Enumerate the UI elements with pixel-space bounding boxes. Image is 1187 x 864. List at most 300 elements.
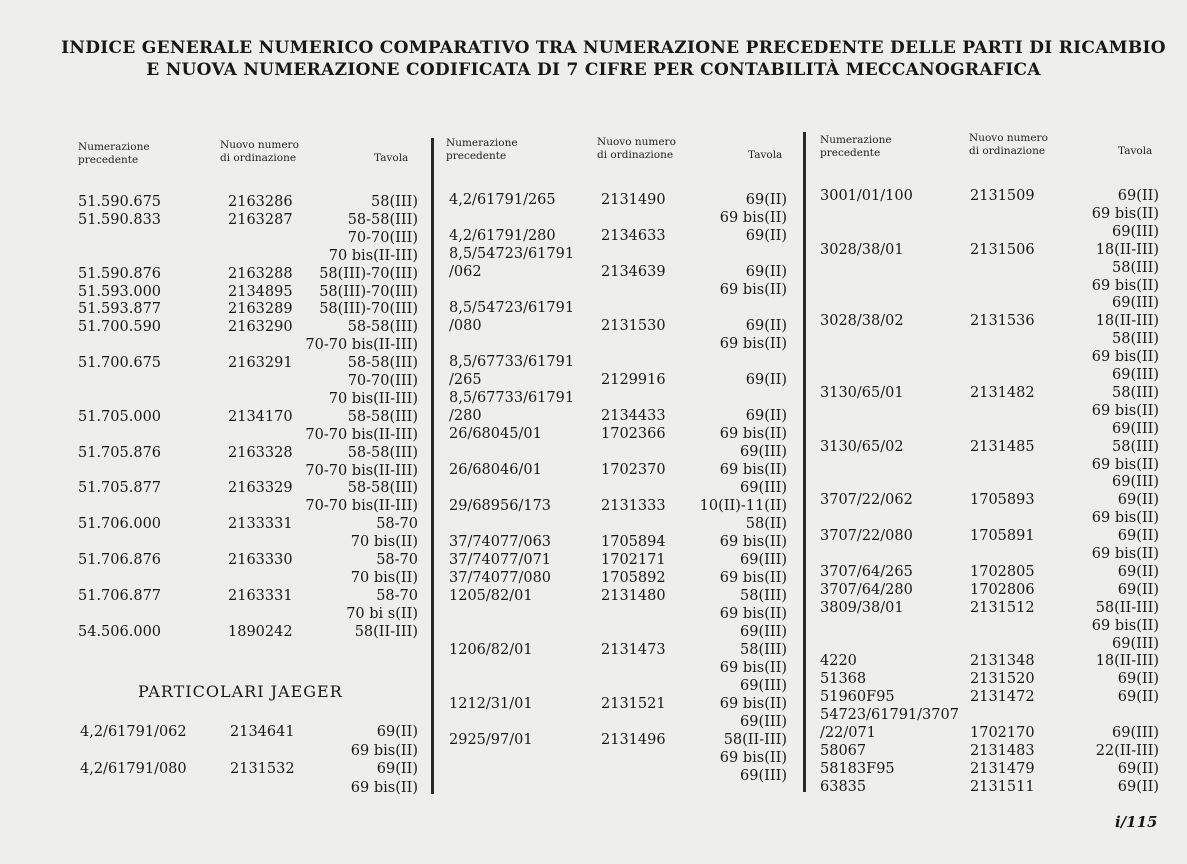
previous-number: 51.700.590 (78, 319, 162, 336)
previous-number: 51.706.877 (78, 587, 162, 604)
table-reference: 69(II) (745, 192, 787, 208)
table-row (820, 724, 1159, 742)
table-row (78, 479, 418, 497)
header-table-col1: Tavola (374, 152, 409, 164)
table-row (449, 245, 787, 263)
table-row (78, 300, 418, 318)
new-order-number: 2163289 (228, 301, 293, 318)
new-order-number: 2131521 (601, 696, 666, 712)
previous-number: 4220 (820, 653, 857, 670)
header-table-col2: Tavola (748, 149, 783, 161)
table-reference: 69(III) (1112, 295, 1159, 312)
new-order-number: 2134641 (230, 724, 295, 740)
previous-number: 51.593.877 (78, 301, 162, 318)
new-order-number: 2134433 (601, 408, 666, 424)
table-reference: 58(II-III) (354, 623, 418, 640)
column-divider-2 (803, 132, 806, 792)
table-reference: 69(II) (745, 264, 787, 280)
table-row (820, 652, 1159, 670)
table-reference: 58(III)-70(III) (319, 301, 418, 318)
table-row (449, 191, 787, 209)
previous-number: 54723/61791/3707 (820, 707, 959, 724)
table-reference: 69(III) (1112, 635, 1159, 652)
new-order-number: 2131490 (601, 192, 666, 208)
previous-number: 3707/22/062 (820, 492, 913, 509)
table-reference: 18(II-III) (1095, 653, 1159, 670)
table-row (449, 335, 787, 353)
table-row (78, 390, 418, 408)
table-row (820, 330, 1159, 348)
previous-number: 26/68046/01 (449, 462, 542, 478)
table-reference: 69(II) (745, 372, 787, 388)
table-row (78, 444, 418, 462)
table-row (820, 294, 1159, 312)
table-row (78, 318, 418, 336)
table-reference: 69 bis(II) (719, 696, 787, 712)
header-new-col3: Nuovo numero di ordinazione (969, 132, 1048, 157)
table-row (449, 407, 787, 425)
table-reference: 58(III) (1112, 259, 1159, 276)
new-order-number: 2163329 (228, 480, 293, 497)
previous-number: 29/68956/173 (449, 498, 552, 514)
table-reference: 58-70 (376, 587, 418, 604)
table-row (78, 354, 418, 372)
title-line-2: E NUOVA NUMERAZIONE CODIFICATA DI 7 CIFRE PER CONTABILITÀ MECCANOGRAFICA (146, 60, 1041, 80)
table-row (449, 677, 787, 695)
table-reference: 18(II-III) (1095, 313, 1159, 330)
new-order-number: 2131482 (970, 384, 1035, 401)
table-row (78, 462, 418, 480)
table-reference: 69(II) (1117, 563, 1159, 580)
table-row (449, 497, 787, 515)
table-row (78, 336, 418, 354)
table-reference: 58-58(III) (347, 408, 418, 425)
table-reference: 70 bis(II) (350, 534, 418, 551)
new-order-number: 2163290 (228, 319, 293, 336)
table-row (449, 317, 787, 335)
table-row (449, 551, 787, 569)
table-reference: 69(II) (1117, 760, 1159, 777)
table-reference: 69 bis(II) (719, 426, 787, 442)
previous-number: 3001/01/100 (820, 188, 913, 204)
new-order-number: 2129916 (601, 372, 666, 388)
previous-number: 3809/38/01 (820, 599, 904, 616)
table-reference: 69(III) (740, 444, 787, 460)
table-reference: 70 bi s(II) (346, 605, 418, 622)
table-reference: 69 bis(II) (1091, 402, 1159, 419)
new-order-number: 2163286 (228, 194, 293, 210)
table-reference: 58(III) (1112, 384, 1159, 401)
previous-number: 63835 (820, 778, 867, 795)
previous-number: 4,2/61791/280 (449, 228, 556, 244)
table-row (820, 259, 1159, 277)
table-row (78, 372, 418, 390)
previous-number: /22/071 (820, 725, 876, 741)
table-reference: 58(III) (1112, 331, 1159, 348)
previous-number: 8,5/54723/61791 (449, 246, 575, 262)
table-row (820, 187, 1159, 205)
new-order-number: 2163287 (228, 211, 293, 228)
table-row (80, 723, 418, 741)
table-reference: 69(III) (740, 552, 787, 568)
table-reference: 58(III) (740, 588, 787, 604)
table-reference: 58(III) (740, 642, 787, 658)
new-order-number: 1705891 (970, 528, 1035, 545)
table-row (449, 731, 787, 749)
table-reference: 69(III) (1112, 474, 1159, 491)
table-row (820, 205, 1159, 223)
new-order-number: 2131473 (601, 642, 666, 658)
new-order-number: 2134633 (601, 228, 666, 244)
previous-number: 3028/38/01 (820, 241, 904, 258)
new-order-number: 1705894 (601, 534, 666, 550)
table-reference: 70 bis(II) (350, 569, 418, 586)
header-prev-col2: Numerazione precedente (446, 137, 518, 162)
table-row (78, 497, 418, 515)
new-order-number: 2131530 (601, 318, 666, 334)
table-reference: 69 bis(II) (719, 462, 787, 478)
table-reference: 69(II) (1117, 689, 1159, 706)
previous-number: 37/74077/071 (449, 552, 552, 568)
table-row (820, 742, 1159, 760)
table-row (449, 209, 787, 227)
previous-number: 51.706.000 (78, 516, 162, 533)
header-prev-col1: Numerazione precedente (78, 141, 150, 166)
previous-number: 8,5/54723/61791 (449, 300, 575, 316)
table-reference: 69 bis(II) (719, 750, 787, 766)
previous-number: 3028/38/02 (820, 313, 904, 330)
new-order-number: 2131483 (970, 742, 1035, 759)
table-row (820, 491, 1159, 509)
new-order-number: 2163330 (228, 552, 293, 568)
table-reference: 58-70 (376, 516, 418, 533)
table-reference: 69(III) (740, 768, 787, 784)
previous-number: 51.705.877 (78, 480, 162, 497)
new-order-number: 2131511 (970, 778, 1035, 795)
table-row (78, 426, 418, 444)
table-row (820, 509, 1159, 527)
column-divider-1 (431, 138, 434, 794)
table-reference: 69(II) (1117, 528, 1159, 545)
table-row (449, 461, 787, 479)
table-reference: 70 bis(II-III) (328, 247, 418, 264)
new-order-number: 2131480 (601, 588, 666, 604)
table-row (78, 247, 418, 265)
table-reference: 69(II) (745, 228, 787, 244)
previous-number: 58067 (820, 742, 867, 759)
header-new-col2: Nuovo numero di ordinazione (597, 136, 676, 161)
new-order-number: 2131509 (970, 188, 1035, 204)
table-reference: 70-70(III) (347, 229, 418, 246)
table-row (78, 623, 418, 641)
table-row (449, 533, 787, 551)
previous-number: 51.590.675 (78, 194, 162, 210)
table-reference: 69 bis(II) (1091, 349, 1159, 366)
table-row (820, 223, 1159, 241)
new-order-number: 2131485 (970, 438, 1035, 455)
previous-number: 1206/82/01 (449, 642, 533, 658)
previous-number: 3707/64/280 (820, 581, 913, 598)
table-reference: 58-58(III) (347, 444, 418, 461)
table-row (78, 193, 418, 211)
previous-number: /280 (449, 408, 482, 424)
new-order-number: 1702805 (970, 563, 1035, 580)
table-row (820, 563, 1159, 581)
table-reference: 69 bis(II) (350, 779, 418, 796)
table-reference: 69(III) (1112, 725, 1159, 741)
table-row (820, 527, 1159, 545)
header-new-col1: Nuovo numero di ordinazione (220, 139, 299, 164)
new-order-number: 2134639 (601, 264, 666, 280)
new-order-number: 2131472 (970, 689, 1035, 706)
table-row (449, 713, 787, 731)
table-reference: 58(III)-70(III) (319, 265, 418, 282)
header-prev-col3: Numerazione precedente (820, 134, 892, 159)
previous-number: /265 (449, 372, 482, 388)
section-heading-jaeger: PARTICOLARI JAEGER (138, 682, 343, 701)
new-order-number: 2134895 (228, 283, 293, 300)
table-reference: 69(II) (1117, 492, 1159, 509)
table-row (820, 778, 1159, 796)
table-reference: 69(III) (740, 624, 787, 640)
new-order-number: 2163288 (228, 265, 293, 282)
table-reference: 69(II) (376, 724, 418, 740)
new-order-number: 1702170 (970, 725, 1035, 741)
table-reference: 58(III) (1112, 438, 1159, 455)
table-reference: 58-70 (376, 552, 418, 568)
table-reference: 69(III) (1112, 367, 1159, 383)
previous-number: /062 (449, 264, 482, 280)
new-order-number: 2131479 (970, 760, 1035, 777)
previous-number: 51.705.876 (78, 444, 162, 461)
table-row (78, 408, 418, 426)
table-row (78, 533, 418, 551)
table-reference: 69 bis(II) (719, 660, 787, 676)
table-reference: 58(II-III) (1095, 599, 1159, 616)
previous-number: 54.506.000 (78, 623, 162, 640)
table-reference: 69 bis(II) (719, 534, 787, 550)
title-line-1: INDICE GENERALE NUMERICO COMPARATIVO TRA NUMERAZIONE PRECEDENTE DELLE PARTI DI RICAMBIO (61, 38, 1166, 58)
new-order-number: 1702366 (601, 426, 666, 442)
table-row (449, 659, 787, 677)
table-row (820, 348, 1159, 366)
table-reference: 69 bis(II) (719, 282, 787, 298)
table-reference: 69(III) (740, 678, 787, 694)
table-row (449, 623, 787, 641)
table-row (78, 569, 418, 587)
table-reference: 58(III) (371, 194, 418, 210)
table-row (449, 443, 787, 461)
table-row (78, 211, 418, 229)
table-row (820, 384, 1159, 402)
table-reference: 69 bis(II) (350, 742, 418, 759)
table-reference: 69(II) (1117, 778, 1159, 795)
new-order-number: 2163331 (228, 587, 293, 604)
new-order-number: 1705892 (601, 570, 666, 586)
table-row (820, 635, 1159, 653)
new-order-number: 2131506 (970, 241, 1035, 258)
table-row (449, 767, 787, 785)
header-table-col3: Tavola (1118, 145, 1153, 157)
table-reference: 69 bis(II) (1091, 205, 1159, 222)
table-reference: 10(II)-11(II) (699, 498, 787, 514)
new-order-number: 2163328 (228, 444, 293, 461)
previous-number: /080 (449, 318, 482, 334)
table-row (820, 760, 1159, 778)
table-reference: 58(II-III) (723, 732, 787, 748)
table-row (449, 515, 787, 533)
previous-number: 1205/82/01 (449, 588, 533, 604)
table-row (820, 706, 1159, 724)
table-row (80, 760, 418, 778)
table-row (449, 425, 787, 443)
previous-number: 4,2/61791/080 (80, 761, 187, 777)
table-reference: 70-70 bis(II-III) (305, 498, 418, 515)
table-reference: 69 bis(II) (719, 336, 787, 352)
previous-number: 26/68045/01 (449, 426, 542, 442)
new-order-number: 2131532 (230, 761, 295, 777)
previous-number: 4,2/61791/265 (449, 192, 556, 208)
table-reference: 58-58(III) (347, 355, 418, 372)
table-row (820, 312, 1159, 330)
table-reference: 69 bis(II) (1091, 546, 1159, 562)
table-row (449, 371, 787, 389)
table-row (820, 617, 1159, 635)
table-reference: 69 bis(II) (1091, 277, 1159, 294)
previous-number: 51960F95 (820, 689, 895, 706)
previous-number: 51368 (820, 671, 867, 688)
page-number: i/115 (1115, 813, 1158, 831)
table-reference: 69 bis(II) (1091, 617, 1159, 634)
table-row (78, 551, 418, 569)
previous-number: 51.706.876 (78, 552, 162, 568)
previous-number: 51.700.675 (78, 355, 162, 372)
previous-number: 51.590.876 (78, 265, 162, 282)
table-reference: 70 bis(II-III) (328, 390, 418, 407)
table-row (820, 241, 1159, 259)
table-row (78, 229, 418, 247)
previous-number: 3707/64/265 (820, 563, 913, 580)
new-order-number: 2131536 (970, 313, 1035, 330)
table-reference: 69(II) (1117, 581, 1159, 598)
table-reference: 69 bis(II) (1091, 456, 1159, 473)
table-row (820, 670, 1159, 688)
table-row (449, 353, 787, 371)
table-row (449, 389, 787, 407)
table-reference: 22(II-III) (1095, 742, 1159, 759)
table-row (449, 749, 787, 767)
table-reference: 58(II) (745, 516, 787, 532)
table-reference: 69(III) (1112, 223, 1159, 240)
table-row (449, 263, 787, 281)
table-reference: 58-58(III) (347, 319, 418, 336)
table-reference: 69 bis(II) (719, 570, 787, 586)
table-row (449, 641, 787, 659)
new-order-number: 1702370 (601, 462, 666, 478)
table-reference: 69 bis(II) (719, 210, 787, 226)
previous-number: 37/74077/080 (449, 570, 552, 586)
table-row (449, 479, 787, 497)
table-reference: 58-58(III) (347, 480, 418, 497)
previous-number: 51.705.000 (78, 408, 162, 425)
table-reference: 58(III)-70(III) (319, 283, 418, 300)
new-order-number: 1702806 (970, 581, 1035, 598)
new-order-number: 1702171 (601, 552, 666, 568)
table-row (449, 605, 787, 623)
table-reference: 69(II) (1117, 671, 1159, 688)
new-order-number: 2131333 (601, 498, 666, 514)
table-row (820, 545, 1159, 563)
table-reference: 69(II) (1117, 188, 1159, 204)
table-row (820, 473, 1159, 491)
previous-number: 4,2/61791/062 (80, 724, 187, 740)
previous-number: 58183F95 (820, 760, 895, 777)
previous-number: 1212/31/01 (449, 696, 533, 712)
new-order-number: 2131496 (601, 732, 666, 748)
previous-number: 3130/65/01 (820, 384, 904, 401)
table-row (78, 605, 418, 623)
table-reference: 69 bis(II) (719, 606, 787, 622)
table-reference: 70-70 bis(II-III) (305, 337, 418, 354)
table-row (820, 420, 1159, 438)
table-row (78, 265, 418, 283)
previous-number: 3707/22/080 (820, 528, 913, 545)
table-row (78, 587, 418, 605)
table-reference: 69(II) (745, 408, 787, 424)
table-row (820, 581, 1159, 599)
table-row (820, 688, 1159, 706)
table-row (449, 281, 787, 299)
previous-number: 3130/65/02 (820, 438, 904, 455)
table-row (80, 779, 418, 797)
table-row (820, 456, 1159, 474)
table-row (80, 742, 418, 760)
previous-number: 8,5/67733/61791 (449, 354, 575, 370)
table-row (820, 366, 1159, 384)
table-reference: 70-70 bis(II-III) (305, 426, 418, 443)
table-reference: 70-70 bis(II-III) (305, 462, 418, 479)
previous-number: 51.590.833 (78, 211, 162, 228)
table-row (820, 599, 1159, 617)
table-reference: 69(III) (1112, 420, 1159, 437)
table-row (820, 277, 1159, 295)
new-order-number: 1890242 (228, 623, 293, 640)
new-order-number: 2133331 (228, 516, 293, 533)
table-row (449, 227, 787, 245)
table-row (449, 587, 787, 605)
table-row (820, 402, 1159, 420)
table-reference: 69(III) (740, 714, 787, 730)
previous-number: 2925/97/01 (449, 732, 533, 748)
table-reference: 69(II) (376, 761, 418, 777)
table-row (449, 569, 787, 587)
previous-number: 37/74077/063 (449, 534, 552, 550)
table-row (449, 299, 787, 317)
table-row (78, 283, 418, 301)
new-order-number: 2134170 (228, 408, 293, 425)
new-order-number: 2163291 (228, 355, 293, 372)
previous-number: 51.593.000 (78, 283, 162, 300)
previous-number: 8,5/67733/61791 (449, 390, 575, 406)
new-order-number: 2131348 (970, 653, 1035, 670)
table-reference: 69(III) (740, 480, 787, 496)
table-reference: 70-70(III) (347, 373, 418, 389)
new-order-number: 1705893 (970, 492, 1035, 509)
table-reference: 69(II) (745, 318, 787, 334)
table-reference: 69 bis(II) (1091, 510, 1159, 527)
table-reference: 58-58(III) (347, 211, 418, 228)
new-order-number: 2131520 (970, 671, 1035, 688)
